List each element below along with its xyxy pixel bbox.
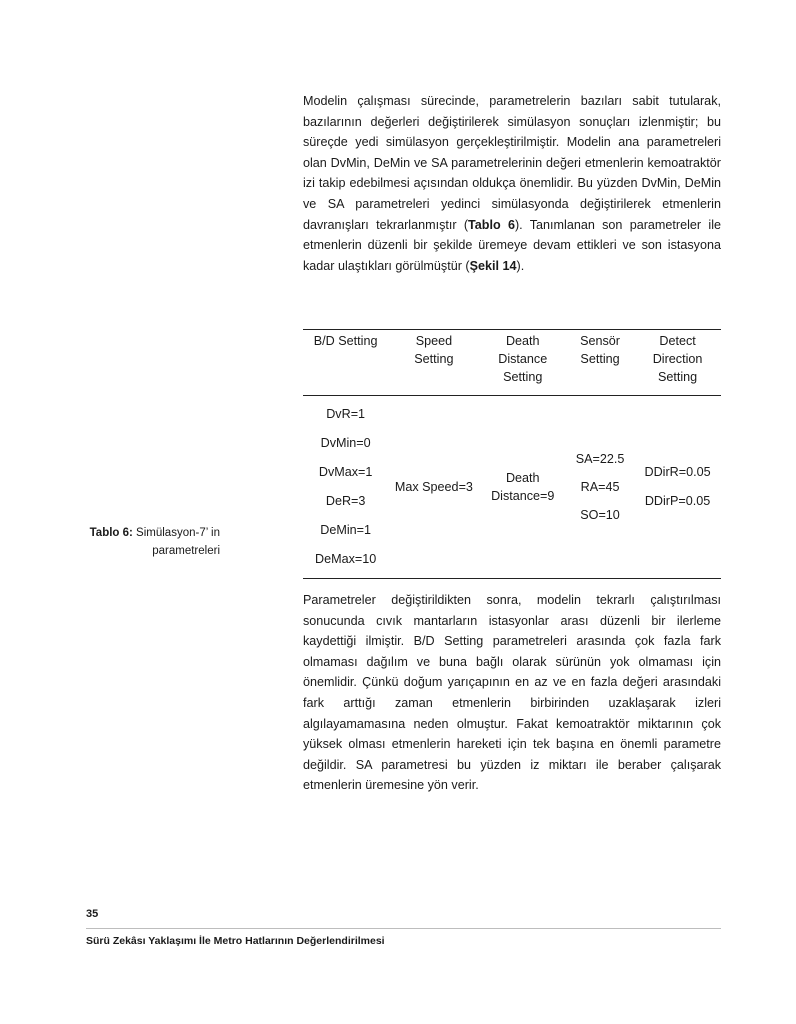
cell-detect-direction-setting xyxy=(634,396,721,579)
paragraph-1-text-c: ). xyxy=(516,258,525,273)
footer-title: Sürü Zekâsı Yaklaşımı İle Metro Hatlarının Değerlendirilmesi xyxy=(86,935,385,947)
bd-dvmax-value: DvMax=1 xyxy=(318,465,373,479)
header-speed-line-1: Speed xyxy=(415,334,453,348)
parameters-table-container xyxy=(303,329,721,579)
header-bd-setting xyxy=(303,330,388,396)
header-detect-line-1: Detect xyxy=(659,334,696,348)
cell-sensor-setting xyxy=(566,396,634,579)
table-caption xyxy=(60,524,220,560)
table-row xyxy=(303,396,721,579)
sensor-ra-value: RA=45 xyxy=(580,480,620,494)
header-sensor-line-1: Sensör xyxy=(580,334,620,348)
bd-der-value: DeR=3 xyxy=(325,494,366,508)
cell-death-distance-setting xyxy=(480,396,566,579)
table-6-reference: Tablo 6 xyxy=(468,217,515,232)
header-death-line-1: Death xyxy=(505,334,540,348)
header-death-line-2: Distance xyxy=(498,352,548,366)
page-number: 35 xyxy=(86,908,99,920)
body-paragraph-2: Parametreler değiştirildikten sonra, modelin tekrarlı çalıştırılması sonucunda cıvık mantarların istasyonlar arası düzenli bir ilerleme kaydettiği ilmiştir. B/D Setting parametreleri arasında çok fazla fark olmaması dağılım ve buna bağlı olarak sürünün yok olmaması için önemlidir. Çünkü doğum yarıçapının en az ve en fazla değeri arasındaki fark arttığı zaman etmenlerin birbirinden uzaklaşarak izleri algılayamamasına neden olmuştur. Fakat kemoatraktör miktarının çok yüksek olması etmenlerin hareketi için tek başına en önemli parametre değildir. SA parametresi bu yüzden iz miktarı ile beraber çalışarak etmenlerin üremesine yön verir. xyxy=(303,593,721,793)
header-death-line-3: Setting xyxy=(503,370,543,384)
header-detect-direction-setting xyxy=(634,330,721,396)
caption-line-2: parametreleri xyxy=(152,545,220,557)
header-speed-line-2: Setting xyxy=(414,352,454,366)
sensor-sa-value: SA=22.5 xyxy=(575,452,625,466)
cell-bd-setting xyxy=(303,396,388,579)
paragraph-1-text-a: Modelin çalışması sürecinde, parametrelerin bazıları sabit tutularak, bazılarının değerleri değiştirilerek simülasyon sonuçları izlenmiştir; bu süreçde yedi simülasyon gerçekleştirilmiştir. Modelin ana parametreleri olan DvMin, DeMin ve SA parametrelerinin değeri etmenlerin kemoatraktör izi takip edebilmesi açısından oldukça önemlidir. Bu yüzden DvMin, DeMin ve SA parametreleri yedinci simülasyonda değiştirilerek etmenlerin davranışları tekrarlanmıştır ( xyxy=(303,94,721,232)
header-sensor-setting xyxy=(566,330,634,396)
header-bd-setting-text: B/D Setting xyxy=(313,334,378,348)
caption-line-1: Simülasyon-7’ in xyxy=(132,527,220,539)
detect-ddirp-value: DDirP=0.05 xyxy=(644,494,711,508)
death-line-2: Distance=9 xyxy=(491,489,555,503)
cell-speed-setting xyxy=(388,396,479,579)
bd-dvmin-value: DvMin=0 xyxy=(320,436,371,450)
header-death-distance-setting xyxy=(480,330,566,396)
paragraph-1-text-b: ). Tanımlanan son parametreler ile etmenlerin düzenli bir şekilde üremeye devam ettikleri ve son istasyona kadar ulaştıkları görülmüştür ( xyxy=(303,217,721,273)
bd-dvr-value: DvR=1 xyxy=(326,407,366,421)
header-speed-setting xyxy=(388,330,479,396)
figure-14-reference: Şekil 14 xyxy=(469,258,517,273)
sensor-so-value: SO=10 xyxy=(580,508,620,522)
bd-demin-value: DeMin=1 xyxy=(320,523,372,537)
death-line-1: Death xyxy=(505,471,540,485)
header-sensor-line-2: Setting xyxy=(580,352,620,366)
body-paragraph-1 xyxy=(303,91,721,276)
footer-divider xyxy=(86,928,721,929)
header-detect-line-3: Setting xyxy=(657,370,698,384)
caption-label: Tablo 6: xyxy=(89,527,133,539)
detect-ddirr-value: DDirR=0.05 xyxy=(644,465,711,479)
bd-demax-value: DeMax=10 xyxy=(315,552,377,566)
header-detect-line-2: Direction xyxy=(652,352,703,366)
speed-value: Max Speed=3 xyxy=(394,480,473,494)
table-header-row xyxy=(303,330,721,396)
parameters-table xyxy=(303,329,721,579)
